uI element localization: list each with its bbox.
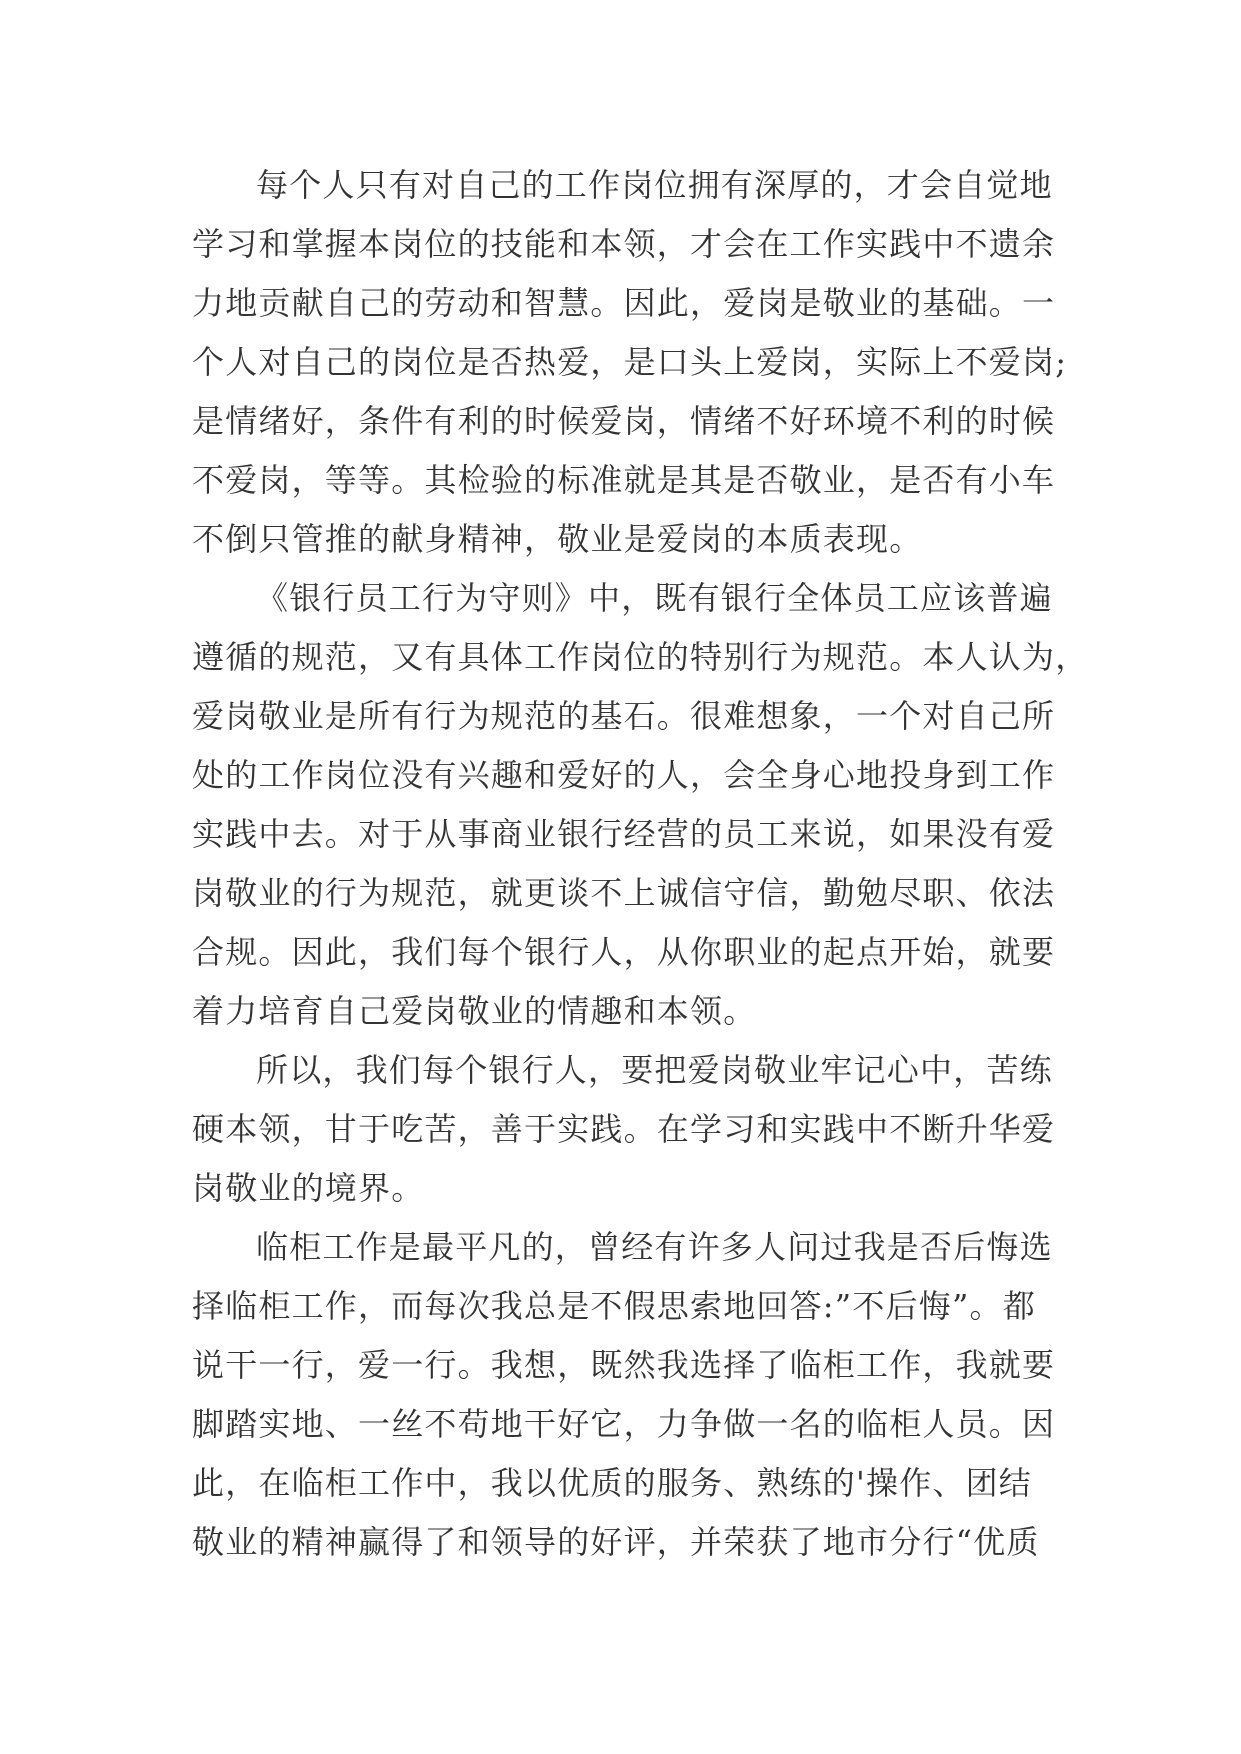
text-line: 所以，我们每个银行人，要把爱岗敬业牢记心中，苦练 xyxy=(256,1051,1053,1089)
text-line: 爱岗敬业是所有行为规范的基石。很难想象，一个对自己所 xyxy=(192,697,1056,735)
text-line: 说干一行，爱一行。我想，既然我选择了临柜工作，我就要 xyxy=(192,1346,1056,1384)
text-line: 择临柜工作，而每次我总是不假思索地回答:”不后悔”。都 xyxy=(192,1287,1036,1325)
text-line: 处的工作岗位没有兴趣和爱好的人，会全身心地投身到工作 xyxy=(192,756,1056,794)
text-line: 实践中去。对于从事商业银行经营的员工来说，如果没有爱 xyxy=(192,815,1056,853)
text-line: 是情绪好，条件有利的时候爱岗，情绪不好环境不利的时候 xyxy=(192,402,1056,440)
text-line: 脚踏实地、一丝不苟地干好它，力争做一名的临柜人员。因 xyxy=(192,1405,1056,1443)
text-line: 敬业的精神赢得了和领导的好评，并荣获了地市分行“优质 xyxy=(192,1523,1040,1561)
text-line: 硬本领，甘于吃苦，善于实践。在学习和实践中不断升华爱 xyxy=(192,1110,1056,1148)
paragraph-2 xyxy=(192,569,1089,1041)
text-line: 岗敬业的境界。 xyxy=(192,1169,425,1207)
text-line: 临柜工作是最平凡的，曾经有许多人问过我是否后悔选 xyxy=(256,1228,1053,1266)
text-line: 着力培育自己爱岗敬业的情趣和本领。 xyxy=(192,992,757,1030)
paragraph-3 xyxy=(192,1041,1056,1218)
text-line: 不爱岗，等等。其检验的标准就是其是否敬业，是否有小车 xyxy=(192,461,1056,499)
text-line: 《银行员工行为守则》中，既有银行全体员工应该普遍 xyxy=(256,579,1053,617)
paragraph-4 xyxy=(192,1218,1056,1572)
body-text xyxy=(192,156,1089,1572)
text-line: 学习和掌握本岗位的技能和本领，才会在工作实践中不遗余 xyxy=(192,225,1056,263)
text-line: 岗敬业的行为规范，就更谈不上诚信守信，勤勉尽职、依法 xyxy=(192,874,1056,912)
text-line: 遵循的规范，又有具体工作岗位的特别行为规范。本人认为， xyxy=(192,638,1089,676)
text-line: 个人对自己的岗位是否热爱，是口头上爱岗，实际上不爱岗; xyxy=(192,343,1068,381)
text-line: 此，在临柜工作中，我以优质的服务、熟练的'操作、团结 xyxy=(192,1464,1032,1502)
text-line: 力地贡献自己的劳动和智慧。因此，爱岗是敬业的基础。一 xyxy=(192,284,1056,322)
text-line: 不倒只管推的献身精神，敬业是爱岗的本质表现。 xyxy=(192,520,923,558)
text-line: 每个人只有对自己的工作岗位拥有深厚的，才会自觉地 xyxy=(256,166,1053,204)
text-line: 合规。因此，我们每个银行人，从你职业的起点开始，就要 xyxy=(192,933,1056,971)
paragraph-1 xyxy=(192,156,1068,569)
